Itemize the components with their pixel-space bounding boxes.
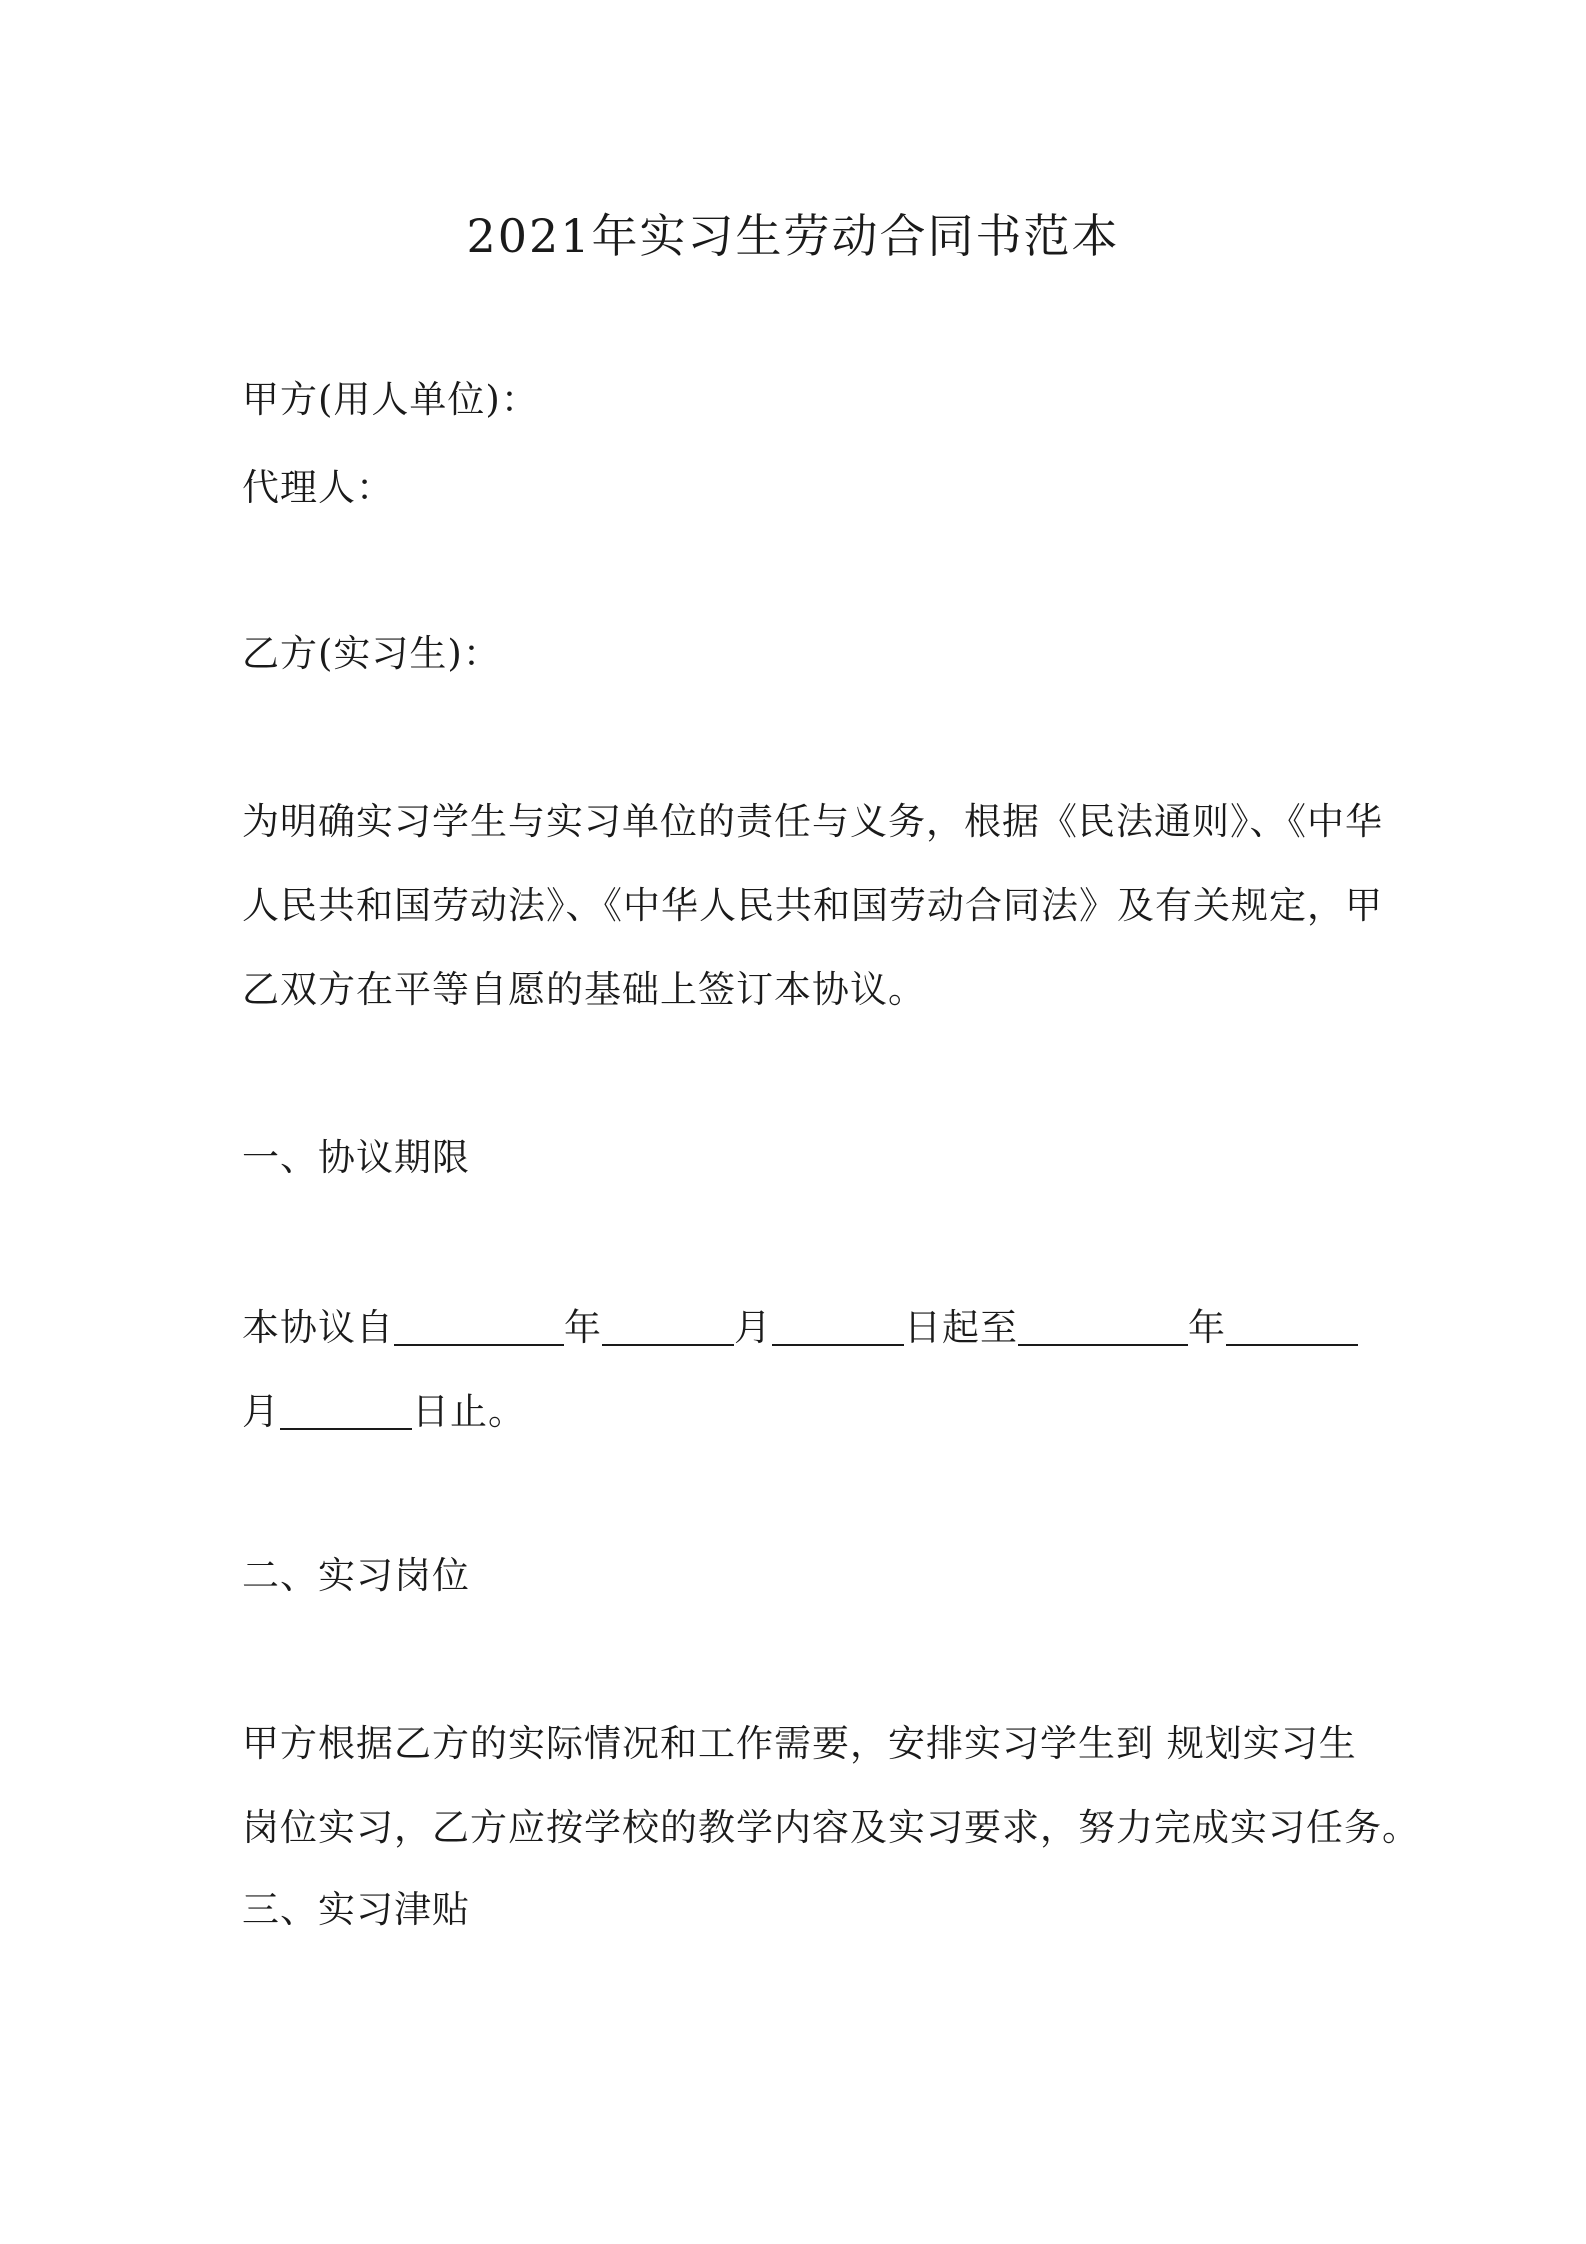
preamble-line-3: 乙双方在平等自愿的基础上签订本协议。: [242, 968, 926, 1011]
preamble-line-2: 人民共和国劳动法》、《中华人民共和国劳动合同法》及有关规定，甲: [242, 884, 1383, 927]
start-year-blank[interactable]: [394, 1308, 564, 1346]
end-month-blank-start[interactable]: [1226, 1308, 1358, 1346]
start-day-blank[interactable]: [772, 1308, 904, 1346]
party-a-label: 甲方(用人单位)：: [242, 378, 539, 421]
term-line-2: [242, 1386, 526, 1436]
start-month-blank[interactable]: [602, 1308, 734, 1346]
party-b-label: 乙方(实习生)：: [242, 632, 501, 675]
term-year-label: 年: [564, 1306, 602, 1349]
term-end-label: 日止。: [412, 1390, 526, 1433]
section-2-body-line-1: 甲方根据乙方的实际情况和工作需要，安排实习学生到 规划实习生: [242, 1722, 1357, 1765]
document-title: 2021年实习生劳动合同书范本: [466, 209, 1120, 263]
end-year-blank[interactable]: [1018, 1308, 1188, 1346]
term-month2-label: 月: [242, 1390, 280, 1433]
section-2-heading: 二、实习岗位: [242, 1554, 470, 1597]
preamble-line-1: 为明确实习学生与实习单位的责任与义务，根据《民法通则》、《中华: [242, 800, 1383, 843]
term-year2-label: 年: [1188, 1306, 1226, 1349]
term-line-1: [242, 1302, 1358, 1352]
section-1-heading: 一、协议期限: [242, 1136, 470, 1179]
section-3-heading: 三、实习津贴: [242, 1888, 470, 1931]
section-2-body-line-2: 岗位实习，乙方应按学校的教学内容及实习要求，努力完成实习任务。: [242, 1806, 1420, 1849]
end-day-blank[interactable]: [280, 1392, 412, 1430]
term-day-until-label: 日起至: [904, 1306, 1018, 1349]
agent-label: 代理人：: [242, 466, 394, 509]
term-month-label: 月: [734, 1306, 772, 1349]
term-prefix: 本协议自: [242, 1306, 394, 1349]
